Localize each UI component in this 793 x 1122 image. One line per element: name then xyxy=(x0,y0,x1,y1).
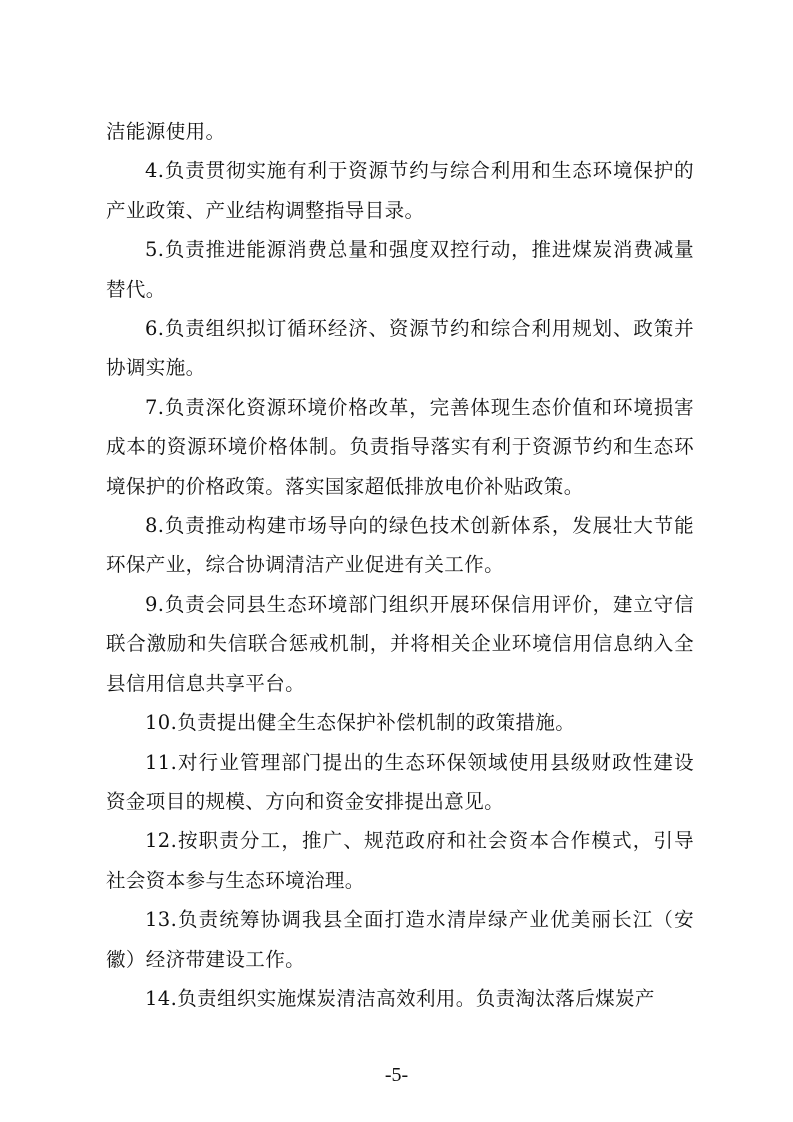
paragraph-item-8: 8.负责推动构建市场导向的绿色技术创新体系，发展壮大节能环保产业，综合协调清洁产业促进有关工作。 xyxy=(106,514,694,577)
paragraph-item-14: 14.负责组织实施煤炭清洁高效利用。负责淘汰落后煤炭产 xyxy=(145,986,655,1010)
paragraph-item-10: 10.负责提出健全生态保护补偿机制的政策措施。 xyxy=(145,711,576,735)
paragraph-item-4: 4.负责贯彻实施有利于资源节约与综合利用和生态环境保护的产业政策、产业结构调整指导目录。 xyxy=(106,159,694,222)
paragraph-item-11: 11.对行业管理部门提出的生态环保领域使用县级财政性建设资金项目的规模、方向和资金安排提出意见。 xyxy=(106,750,694,813)
paragraph-item-9: 9.负责会同县生态环境部门组织开展环保信用评价，建立守信联合激励和失信联合惩戒机制，并将相关企业环境信用信息纳入全县信用信息共享平台。 xyxy=(106,592,694,695)
body-text xyxy=(106,112,694,1018)
paragraph-item-13: 13.负责统筹协调我县全面打造水清岸绿产业优美丽长江（安徽）经济带建设工作。 xyxy=(106,908,694,971)
paragraph-item-12: 12.按职责分工，推广、规范政府和社会资本合作模式，引导社会资本参与生态环境治理。 xyxy=(106,829,694,892)
paragraph-item-6: 6.负责组织拟订循环经济、资源节约和综合利用规划、政策并协调实施。 xyxy=(106,317,694,380)
page-number: -5- xyxy=(384,1064,409,1086)
paragraph-continuation: 洁能源使用。 xyxy=(106,120,226,143)
paragraph-item-7: 7.负责深化资源环境价格改革，完善体现生态价值和环境损害成本的资源环境价格体制。负责指导落实有利于资源节约和生态环境保护的价格政策。落实国家超低排放电价补贴政策。 xyxy=(106,395,694,498)
paragraph-item-5: 5.负责推进能源消费总量和强度双控行动，推进煤炭消费减量替代。 xyxy=(106,238,694,301)
